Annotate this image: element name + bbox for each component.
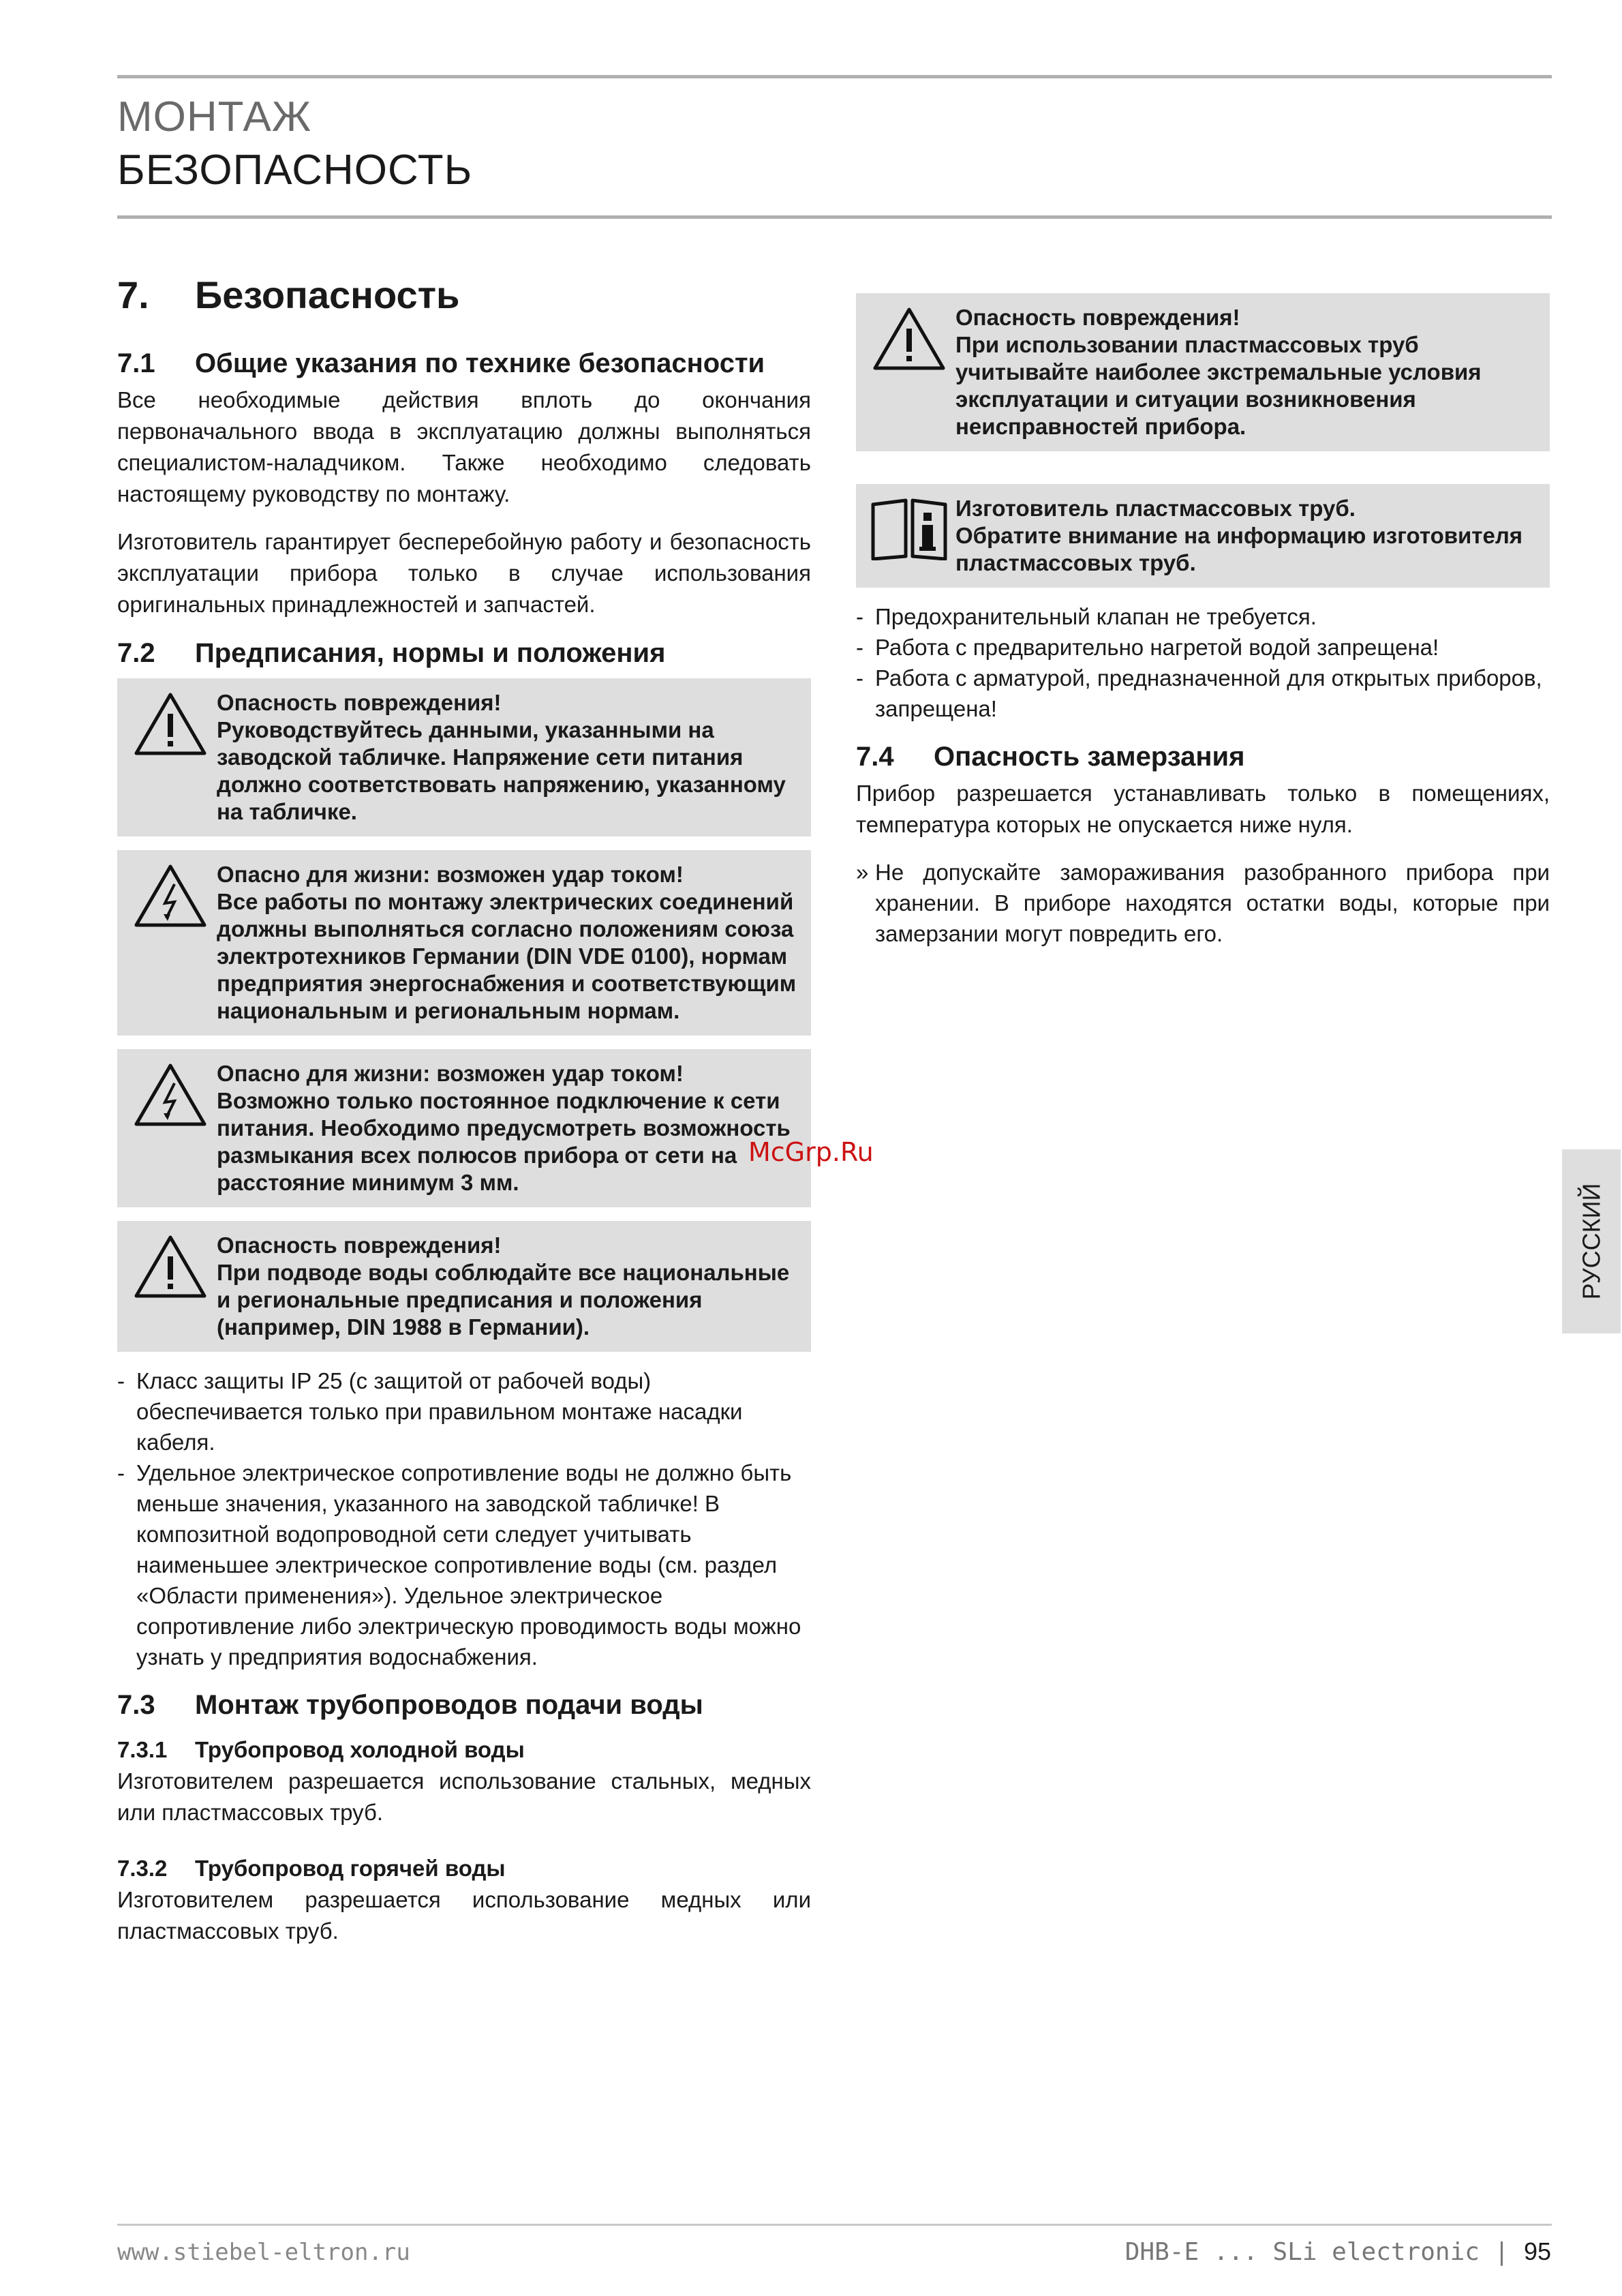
action-item: » Не допускайте замораживания разобранного прибора при хранении. В приборе находятся остатки воды, которые при замерзании могут повредить его. bbox=[856, 857, 1550, 949]
paragraph: Изготовителем разрешается использование стальных, медных или пластмассовых труб. bbox=[117, 1768, 811, 1825]
chapter-title: МОНТАЖ bbox=[117, 93, 312, 140]
list-item: - Работа с арматурой, предназначенной для открытых приборов, запрещена! bbox=[856, 663, 1550, 724]
warning-title: Опасность повреждения! bbox=[955, 305, 1240, 330]
page-number: 95 bbox=[1523, 2237, 1551, 2265]
warning-body bbox=[217, 1060, 799, 1196]
list-item: - Работа с предварительно нагретой водой запрещена! bbox=[856, 632, 1550, 663]
heading-text: Общие указания по технике безопасности bbox=[195, 348, 765, 378]
heading-7-1 bbox=[117, 348, 811, 379]
warning-box bbox=[117, 850, 811, 1036]
heading-text: Трубопровод горячей воды bbox=[195, 1856, 506, 1881]
requirements-list bbox=[117, 1365, 811, 1672]
heading-7-3-2 bbox=[117, 1856, 811, 1882]
heading-text: Монтаж трубопроводов подачи воды bbox=[195, 1690, 703, 1720]
section-heading bbox=[117, 273, 811, 317]
warning-box bbox=[117, 678, 811, 836]
section-number: 7. bbox=[117, 273, 149, 316]
info-box bbox=[856, 484, 1550, 588]
warning-box bbox=[117, 1049, 811, 1207]
warning-title: Опасность повреждения! bbox=[217, 690, 502, 715]
warning-title: Опасно для жизни: возможен удар током! bbox=[217, 862, 684, 887]
heading-number: 7.3.2 bbox=[117, 1856, 168, 1881]
heading-7-4 bbox=[856, 742, 1550, 772]
list-item: - Предохранительный клапан не требуется. bbox=[856, 601, 1550, 632]
warning-body bbox=[955, 304, 1537, 440]
warning-icon bbox=[863, 304, 955, 371]
top-rule bbox=[117, 75, 1552, 78]
heading-7-3 bbox=[117, 1690, 811, 1721]
right-column bbox=[856, 293, 1550, 949]
section-heading-text: Безопасность bbox=[195, 273, 460, 316]
left-column bbox=[117, 273, 811, 1963]
electric-shock-icon bbox=[124, 861, 217, 928]
list-item: - Класс защиты IP 25 (с защитой от рабочей воды) обеспечивается только при правильном монтаже насадки кабеля. bbox=[117, 1365, 811, 1457]
paragraph: Прибор разрешается устанавливать только в помещениях, температура которых не опускается ниже нуля. bbox=[856, 781, 1550, 837]
watermark: McGrp.Ru bbox=[748, 1137, 874, 1167]
heading-number: 7.3 bbox=[117, 1690, 155, 1720]
footer-product bbox=[1125, 2237, 1551, 2266]
electric-shock-icon bbox=[124, 1060, 217, 1127]
warning-title: Опасность повреждения! bbox=[217, 1233, 502, 1258]
warning-icon bbox=[124, 1232, 217, 1299]
heading-text: Предписания, нормы и положения bbox=[195, 638, 666, 668]
warning-body bbox=[217, 861, 799, 1025]
warning-title: Опасно для жизни: возможен удар током! bbox=[217, 1061, 684, 1086]
section-title: БЕЗОПАСНОСТЬ bbox=[117, 147, 473, 194]
footer-rule bbox=[117, 2224, 1552, 2226]
language-tab bbox=[1562, 1149, 1621, 1333]
heading-number: 7.4 bbox=[856, 742, 894, 772]
heading-text: Трубопровод холодной воды bbox=[195, 1737, 525, 1762]
warning-box bbox=[117, 1221, 811, 1352]
paragraph: Изготовитель гарантирует бесперебойную работу и безопасность эксплуатации прибора только в случае использования оригинальных принадлежностей и запчастей. bbox=[117, 529, 811, 617]
footer-url: www.stiebel-eltron.ru bbox=[117, 2239, 410, 2266]
heading-number: 7.2 bbox=[117, 638, 155, 668]
paragraph: Все необходимые действия вплоть до окончания первоначального ввода в эксплуатацию должны выполняться специалистом-наладчиком. Также необходимо следовать настоящему руководству по монтажу. bbox=[117, 387, 811, 507]
heading-text: Опасность замерзания bbox=[934, 742, 1245, 772]
warning-box bbox=[856, 293, 1550, 451]
info-text: Обратите внимание на информацию изготовителя пластмассовых труб. bbox=[955, 523, 1523, 575]
warning-text: Возможно только постоянное подключение к сети питания. Необходимо предусмотреть возможность размыкания всех полюсов прибора от сети на расстояние минимум 3 мм. bbox=[217, 1088, 791, 1195]
warning-body bbox=[217, 1232, 799, 1341]
list-item: - Удельное электрическое сопротивление воды не должно быть меньше значения, указанного на заводской табличке! В композитной водопроводной сети следует учитывать наименьшее электрическое сопротивление воды (см. раздел «Области применения»). Удельное электрическое сопротивление либо электрическую проводимость воды можно узнать у предприятия водоснабжения. bbox=[117, 1457, 811, 1672]
info-book-icon bbox=[863, 495, 955, 560]
footer-product-name: DHB-E ... SLi electronic | bbox=[1124, 2238, 1524, 2266]
warning-text: При использовании пластмассовых труб учитывайте наиболее экстремальные условия эксплуатации и ситуации возникновения неисправностей прибора. bbox=[955, 332, 1482, 439]
restrictions-list bbox=[856, 601, 1550, 724]
language-tab-label: РУССКИЙ bbox=[1577, 1183, 1605, 1300]
paragraph: Изготовителем разрешается использование медных или пластмассовых труб. bbox=[117, 1887, 811, 1944]
header-rule bbox=[117, 215, 1552, 219]
warning-text: При подводе воды соблюдайте все национальные и региональные предписания и положения (например, DIN 1988 в Германии). bbox=[217, 1260, 790, 1340]
warning-text: Руководствуйтесь данными, указанными на заводской табличке. Напряжение сети питания должно соответствовать напряжению, указанному на табличке. bbox=[217, 717, 786, 824]
heading-number: 7.1 bbox=[117, 348, 155, 378]
heading-number: 7.3.1 bbox=[117, 1737, 168, 1762]
info-body bbox=[955, 495, 1537, 577]
warning-text: Все работы по монтажу электрических соединений должны выполняться согласно положениям союза электротехников Германии (DIN VDE 0100), нормам предприятия энергоснабжения и соответствующим национальным и региональным нормам. bbox=[217, 889, 797, 1023]
info-title: Изготовитель пластмассовых труб. bbox=[955, 496, 1356, 521]
warning-body bbox=[217, 689, 799, 826]
heading-7-3-1 bbox=[117, 1737, 811, 1763]
heading-7-2 bbox=[117, 638, 811, 669]
warning-icon bbox=[124, 689, 217, 756]
action-list bbox=[856, 857, 1550, 949]
